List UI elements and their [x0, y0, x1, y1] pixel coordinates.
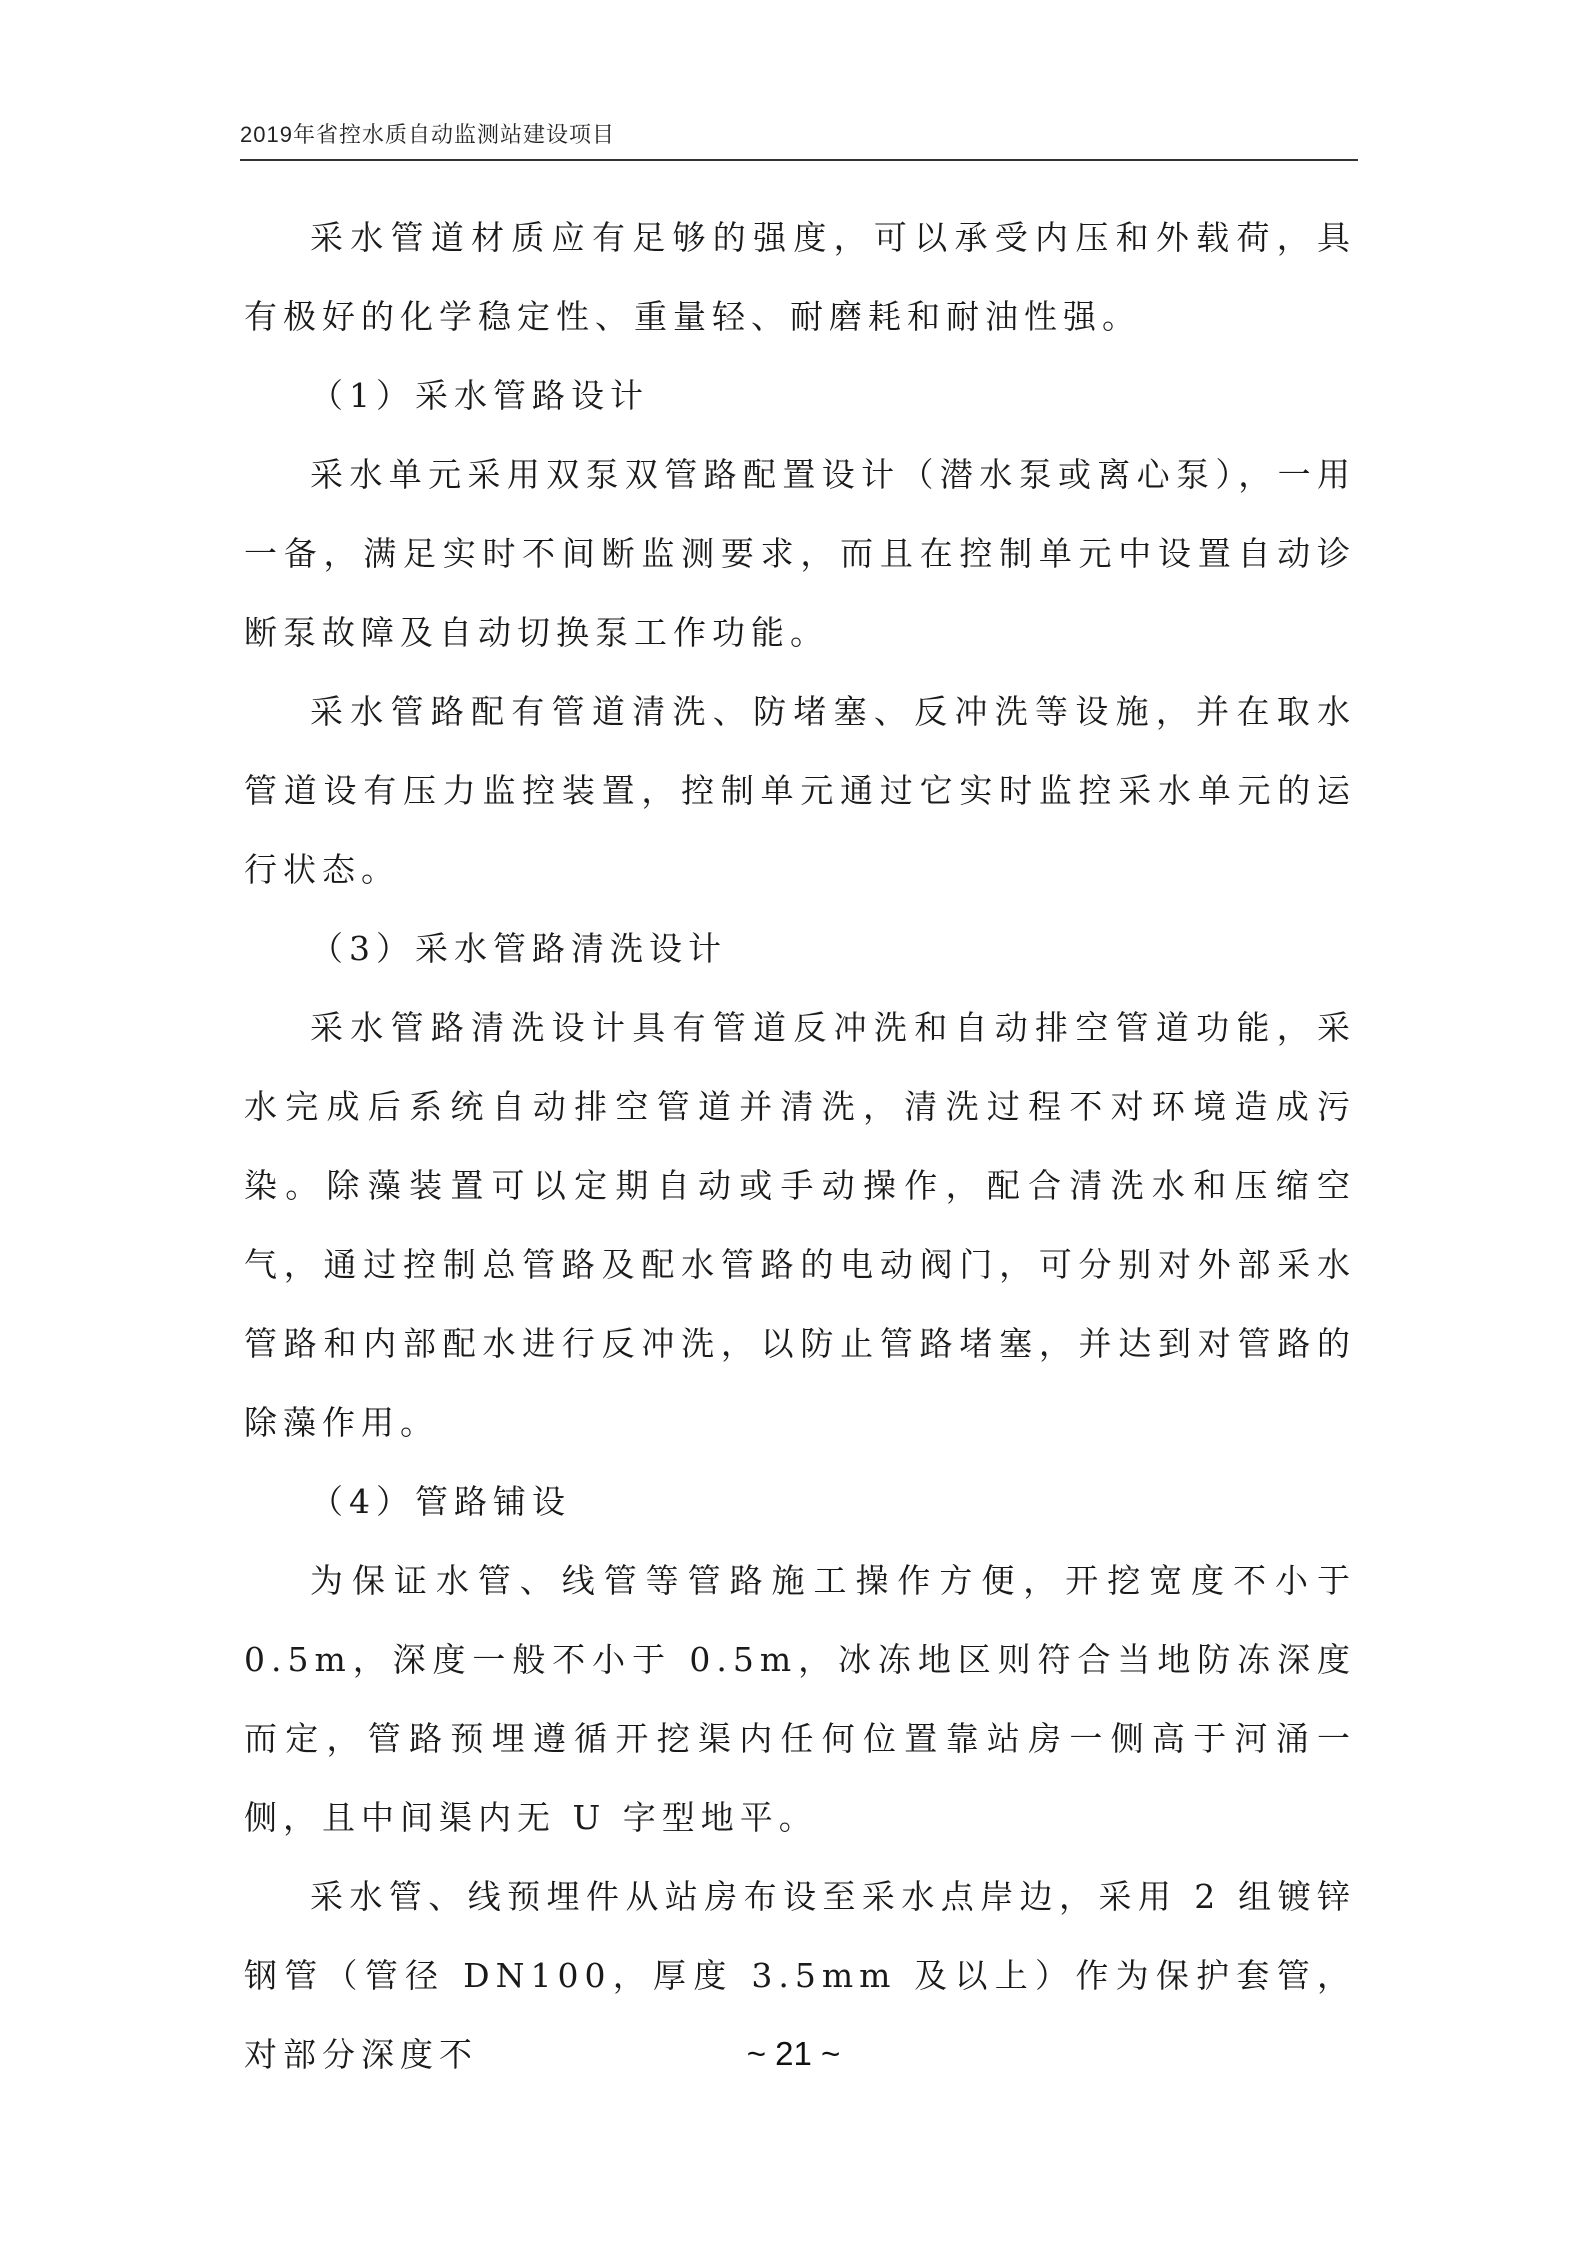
paragraph-trench: 为保证水管、线管等管路施工操作方便，开挖宽度不小于 0.5m，深度一般不小于 0.5m，冰冻地区则符合当地防冻深度而定，管路预埋遵循开挖渠内任何位置靠站房一侧高于河涌一侧，且中间渠内无 U 字型地平。 [244, 1561, 1356, 1837]
paragraph-pressure-monitor: 采水管路配有管道清洗、防堵塞、反冲洗等设施，并在取水管道设有压力监控装置，控制单元通过它实时监控采水单元的运行状态。 [244, 692, 1356, 889]
paragraph-pipe-material: 采水管道材质应有足够的强度，可以承受内压和外载荷，具有极好的化学稳定性、重量轻、耐磨耗和耐油性强。 [244, 218, 1356, 336]
section-heading-pipe-laying: （4）管路铺设 [310, 1482, 571, 1521]
page-number: ~ 21 ~ [746, 2035, 841, 2072]
paragraph-backflush: 采水管路清洗设计具有管道反冲洗和自动排空管道功能，采水完成后系统自动排空管道并清洗，清洗过程不对环境造成污染。除藻装置可以定期自动或手动操作，配合清洗水和压缩空气，通过控制总管路及配水管路的电动阀门，可分别对外部采水管路和内部配水进行反冲洗，以防止管路堵塞，并达到对管路的除藻作用。 [244, 1008, 1356, 1442]
section-heading-pipe-design: （1）采水管路设计 [310, 376, 649, 415]
paragraph-dual-pump: 采水单元采用双泵双管路配置设计（潜水泵或离心泵），一用一备，满足实时不间断监测要求，而且在控制单元中设置自动诊断泵故障及自动切换泵工作功能。 [244, 455, 1356, 652]
header-divider [240, 159, 1358, 161]
paragraph-protective-sleeve: 采水管、线预埋件从站房布设至采水点岸边，采用 2 组镀锌钢管（管径 DN100，厚度 3.5mm 及以上）作为保护套管，对部分深度不 [244, 1877, 1356, 2074]
document-body [244, 198, 1356, 2094]
section-heading-cleaning-design: （3）采水管路清洗设计 [310, 929, 727, 968]
page-header: 2019年省控水质自动监测站建设项目 [240, 122, 615, 147]
